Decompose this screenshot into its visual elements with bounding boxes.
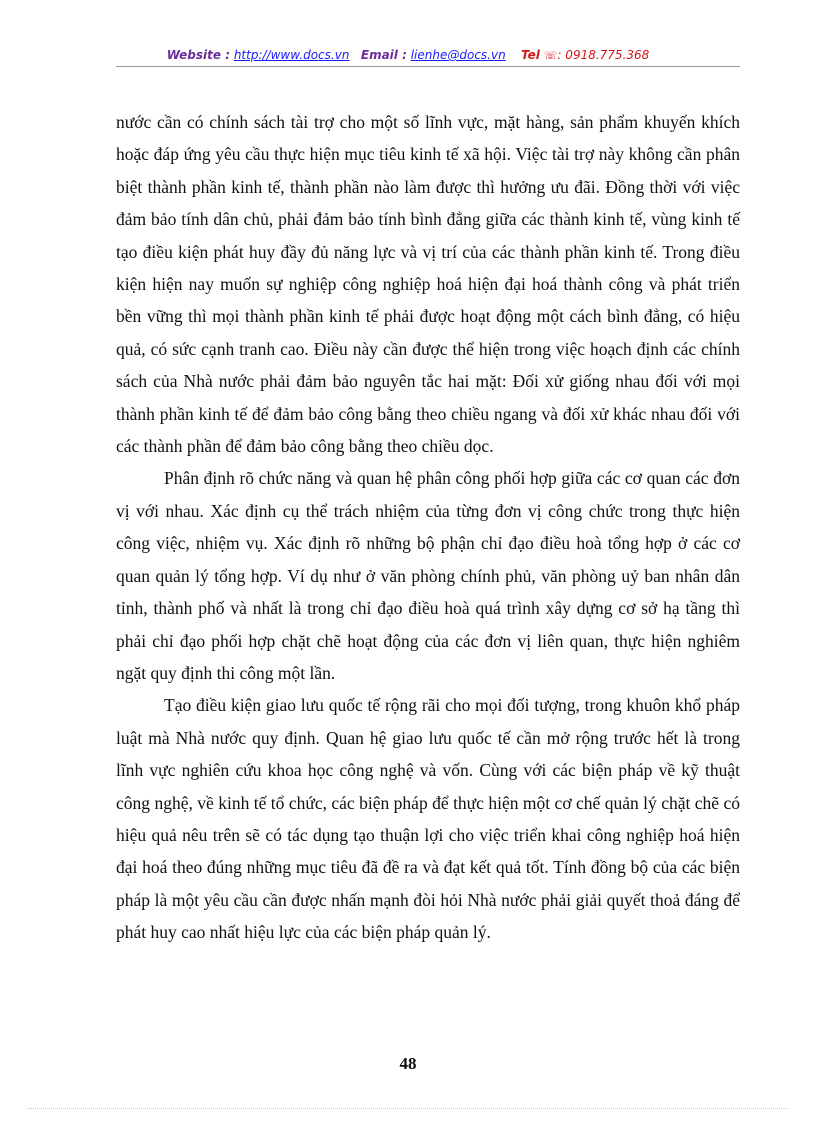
tel-value: : 0918.775.368 <box>557 48 650 62</box>
paragraph-continuation: nước cần có chính sách tài trợ cho một số lĩnh vực, mặt hàng, sản phẩm khuyến khích hoặc đáp ứng yêu cầu thực hiện mục tiêu kinh tế xã hội. Việc tài trợ này không cần phân biệt thành phần kinh tế, thành phần nào làm được thì hưởng ưu đãi. Đồng thời với việc đảm bảo tính dân chủ, phải đảm bảo tính bình đẳng giữa các thành kinh tế, vùng kinh tế tạo điều kiện phát huy đầy đủ năng lực và vị trí của các thành phần kinh tế. Trong điều kiện hiện nay muốn sự nghiệp công nghiệp hoá hiện đại hoá thành công và phát triển bền vững thì mọi thành phần kinh tế phải được hoạt động một cách bình đẳng, có hiệu quả, có sức cạnh tranh cao. Điều này cần được thể hiện trong việc hoạch định các chính sách của Nhà nước phải đảm bảo nguyên tắc hai mặt: Đối xử giống nhau đối với mọi thành phần kinh tế để đảm bảo công bằng theo chiều ngang và đối xử khác nhau đối với các thành phần để đảm bảo công bằng theo chiều dọc. <box>116 112 740 457</box>
page-header <box>0 48 816 62</box>
website-label: Website : <box>166 48 230 62</box>
tel-label: Tel <box>520 48 540 62</box>
email-label: Email : <box>360 48 407 62</box>
paragraph-international-exchange: Tạo điều kiện giao lưu quốc tế rộng rãi cho mọi đối tượng, trong khuôn khổ pháp luật mà Nhà nước quy định. Quan hệ giao lưu quốc tế cần mở rộng trước hết là trong lĩnh vực nghiên cứu khoa học công nghệ và vốn. Cùng với các biện pháp về kỹ thuật công nghệ, về kinh tế tổ chức, các biện pháp để thực hiện một cơ chế quản lý chặt chẽ có hiệu quả nêu trên sẽ có tác dụng tạo thuận lợi cho việc triển khai công nghiệp hoá hiện đại hoá theo đúng những mục tiêu đã đề ra và đạt kết quả tốt. Tính đồng bộ của các biện pháp là một yêu cầu cần được nhấn mạnh đòi hỏi Nhà nước phải giải quyết thoả đáng để phát huy cao nhất hiệu lực của các biện pháp quản lý. <box>116 695 740 943</box>
document-body <box>116 106 740 949</box>
phone-icon: ☏ <box>543 49 558 62</box>
header-divider <box>116 66 740 67</box>
page-number: 48 <box>399 1054 417 1073</box>
paragraph-function-division: Phân định rõ chức năng và quan hệ phân công phối hợp giữa các cơ quan các đơn vị với nhau. Xác định cụ thể trách nhiệm của từng đơn vị công chức trong thực hiện công việc, nhiệm vụ. Xác định rõ những bộ phận chỉ đạo điều hoà tổng hợp ở các cơ quan quản lý tổng hợp. Ví dụ như ở văn phòng chính phủ, văn phòng uỷ ban nhân dân tỉnh, thành phố và nhất là trong chỉ đạo điều hoà quá trình xây dựng cơ sở hạ tầng thì phải chỉ đạo phối hợp chặt chẽ hoạt động của các đơn vị liên quan, thực hiện nghiêm ngặt quy định thi công một lần. <box>116 468 740 683</box>
website-link[interactable]: http://www.docs.vn <box>233 48 350 62</box>
email-link[interactable]: lienhe@docs.vn <box>410 48 506 62</box>
footer-divider <box>28 1108 788 1109</box>
